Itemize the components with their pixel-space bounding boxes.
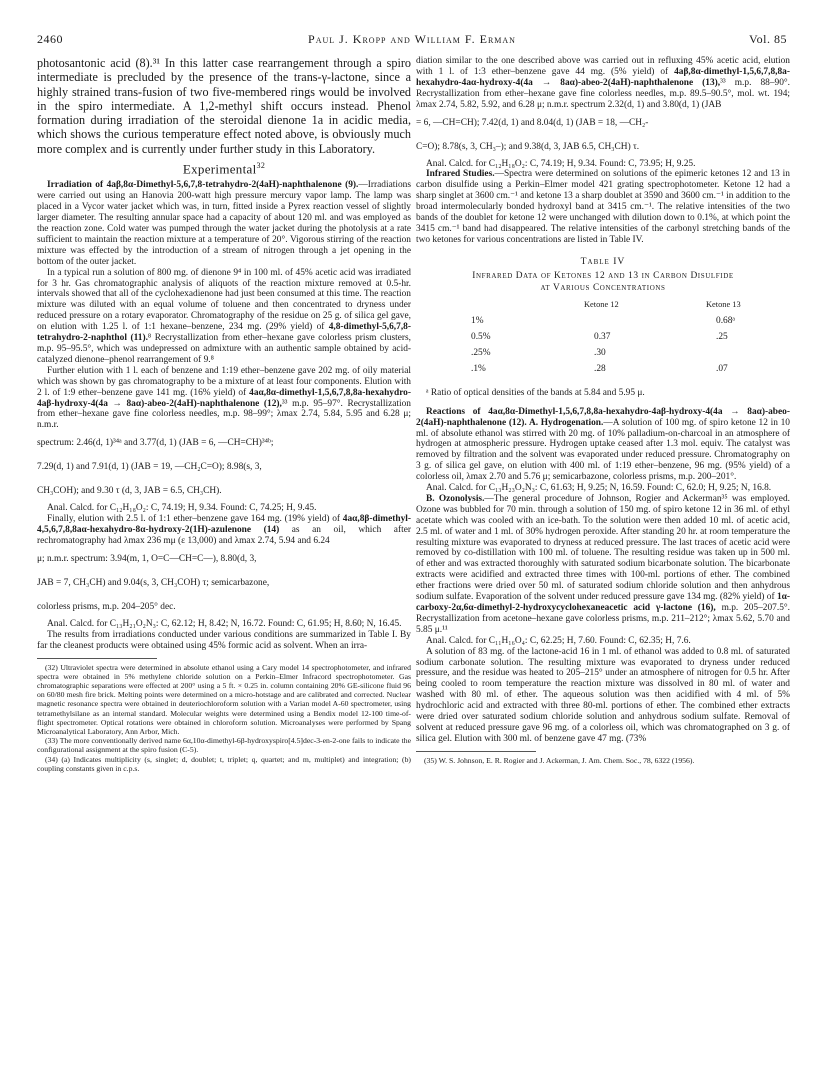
compound-12-name: 4aα,8α-dimethyl-1,5,6,7,8,8a-hexahydro-4aβ-hydroxy-4(4a → 8aα)-abeo-2(4aH)-naphthalenone (12), (37, 387, 411, 409)
reflux-paragraph (416, 56, 790, 111)
ozonolysis-text-a: —The general procedure of Johnson, Rogier and Ackerman³⁵ was employed. Ozone was bubbled for 70 min. through a solution of 150 mg. of spiro ketone 12 in 36 ml. of ethyl acetate which was cooled with an ice-bath. To the solution were then added 10 ml. of acetic acid, 2.5 ml. of water and 1 ml. of 30% hydrogen peroxide. After standing 20 hr. at room temperature the resulting mixture was evaporated to dryness at reduced pressure. The last traces of acetic acid were removed by co-distillation with 100 ml. of toluene. The resulting residue was taken up in 500 ml. of ether and was extracted thoroughly with saturated sodium bicarbonate solution. The bicarbonate extracts were acidified and extracted three times with 100-ml. portions of ether. The combined ether fractions were dried over 50 ml. of saturated sodium chloride solution and then anhydrous sodium sulfate. Evaporation of the solvent under reduced pressure gave 134 mg. (82% yield) of (416, 493, 790, 603)
lactone-paragraph: A solution of 83 mg. of the lactone-acid 16 in 1 ml. of ethanol was added to 0.8 ml. of saturated sodium carbonate solution. The resulting mixture was evaporated to dryness under reduced pressure, and the residue was heated to 205–215° under an atmosphere of nitrogen for 0.5 hr. After being cooled to room temperature the reaction mixture was dissolved in 80 ml. of water and washed with 80 ml. of ether. The aqueous solution was then acidified with 4 ml. of 5% hydrochloric acid and extracted with three 80-ml. portions of ether. The combined ether extracts were dried over saturated sodium chloride solution and anhydrous sodium sulfate. Removal of solvent at reduced pressure gave 96 mg. of a colorless oil, which was chromatographed on 3 g. of silica gel. Elution with 300 ml. of benzene gave 47 mg. (73% (416, 646, 790, 744)
table-row (416, 332, 790, 344)
reflux-text-b: ³³ m.p. 88–90°. Recrystallization from ether–hexane gave fine colorless needles, m.p. 89.5–90.5°, mol. wt. 194; λmax 2.74, 5.82, 5.92, and 6.28 μ; n.m.r. spectrum 2.32(d, 1) and 3.80(d, 1) (JAB (416, 77, 790, 110)
ozonolysis-heading: B. Ozonolysis. (426, 493, 485, 504)
intro-paragraph: photosantonic acid (8).³¹ In this latter case rearrangement through a spiro intermediate is precluded by the presence of the trans-γ-lactone, since a highly strained trans-fusion of two five-membered rings would be involved in the spiro intermediate. A 1,2-methyl shift occurs instead. Phenol formation during irradiation of the steroidal dienone 1a in acidic media, which shows the curious temperature effect noted above, is obviously much more complex and is currently under further study in this Laboratory. (37, 56, 411, 156)
table-cell: .07 (716, 363, 728, 374)
table-cell: .28 (594, 363, 606, 374)
ozonolysis-text-b: m.p. 205–207.5°. Recrystallization from acetone–hexane gave colorless prisms, m.p. 211–212°; λmax 5.62, 5.70 and 5.85 μ.¹¹ (416, 603, 790, 635)
table-cell: .30 (594, 347, 606, 358)
table-row (416, 364, 790, 376)
table-cell: 0.68ᵃ (716, 315, 735, 326)
table-footnote: ᵃ Ratio of optical densities of the bands at 5.84 and 5.95 μ. (426, 387, 645, 398)
results-paragraph: The results from irradiations conducted under various conditions are summarized in Table I. By far the cleanest products were obtained using 45% formic acid as solvent. When an irra- (37, 629, 411, 651)
compound-11-name: 4,8-dimethyl-5,6,7,8-tetrahydro-2-naphthol (11). (37, 322, 411, 344)
right-column (416, 56, 790, 1056)
nmr-line-r2: C=O); 8.78(s, 3, CH₃–); and 9.38(d, 3, JAB 6.5, CH₃CH) τ. (416, 141, 640, 152)
azulenone-text-a: Finally, elution with 2.5 l. of 1:1 ether–benzene gave 164 mg. (19% yield) of (47, 514, 343, 525)
reflux-text-a: diation similar to the one described above was carried out in refluxing 45% acetic acid, elution with 1 l. of 1:3 ether–benzene gave 44 mg. (5% yield) of (416, 56, 790, 77)
nmr-line-5: JAB = 7, CH₃CH) and 9.04(s, 3, CH₃COH) τ; semicarbazone, (37, 577, 270, 588)
left-column (37, 56, 411, 1056)
analysis-semicarbazone: Anal. Calcd. for C₁₃H₂₃O₂N₃: C, 61.63; H, 9.25; N, 16.59. Found: C, 62.0; H, 9.25; N, 16.8. (426, 483, 772, 494)
reactions-heading: Reactions of 4aα,8α-Dimethyl-1,5,6,7,8,8a-hexahydro-4aβ-hydroxy-4(4a → 8aα)-abeo-2(4aH)-naphthalenone (12). A. Hydrogenation. (416, 406, 790, 428)
table-caption-line-2: at Various Concentrations (540, 282, 666, 293)
nmr-line-6: colorless prisms, m.p. 204–205° dec. (37, 601, 176, 612)
analysis-13: Anal. Calcd. for C₁₂H₁₈O₂: C, 74.19; H, 9.34. Found: C, 73.95; H, 9.25. (426, 158, 696, 169)
table-cell: 0.37 (594, 331, 611, 342)
volume-label: Vol. 85 (749, 32, 787, 46)
table-cell: .25 (716, 331, 728, 342)
table-col-header-ketone-12: Ketone 12 (584, 299, 619, 309)
footnote-33: (33) The more conventionally derived name 6α,10α-dimethyl-6β-hydroxyspiro[4.5]dec-3-en-2-one fails to indicate the configurational assignment at the spiro fusion (C-5). (37, 736, 411, 755)
elution-text-b: ³³ m.p. 95–97°. Recrystallization from ether–hexane gave fine colorless needles, m.p. 98–99°; λmax 2.74, 5.84, 5.95 and 6.28 μ; n.m.r. (37, 398, 411, 431)
footnote-rule-right (416, 751, 536, 752)
analysis-14: Anal. Calcd. for C₁₃H₂₁O₂N₃: C, 62.12; H, 8.42; N, 16.72. Found: C, 61.95; H, 8.60; N, 16.45. (47, 618, 402, 629)
infrared-paragraph (416, 169, 790, 245)
typical-run-text-b: ⁸ Recrystallization from ether–hexane gave colorless prism clusters, m.p. 95–95.5°, which was undepressed on admixture with an authentic sample obtained by acid-catalyzed dienone–phenol rearrangement of 9.⁸ (37, 333, 411, 365)
hydrogenation-text: —A solution of 100 mg. of spiro ketone 12 in 10 ml. of absolute ethanol was stirred with 20 mg. of 10% palladium-on-charcoal in an atmosphere of hydrogen at atmospheric pressure. Hydrogen uptake ceased after 1.3 mol. equiv. The catalyst was removed by filtration and the solvent was evaporated under reduced pressure. Chromatography on 3 g. of silica gel gave, on elution with 400 ml. of 1:19 ether–benzene, 96 mg. (95% yield) of a colorless oil, λmax 2.70 and 5.76 μ; semicarbazone, colorless prisms, m.p. 200–201°. (416, 417, 790, 483)
table-row (416, 348, 790, 360)
irradiation-paragraph (37, 180, 411, 267)
table-cell: .1% (471, 363, 486, 374)
elution-paragraph (37, 366, 411, 431)
table-title: Table IV (580, 255, 626, 267)
table-col-header-ketone-13: Ketone 13 (706, 299, 741, 309)
footnote-32: (32) Ultraviolet spectra were determined in absolute ethanol using a Cary model 14 spectrophotometer, and infrared spectra were obtained in 5% methylene chloride solution on a Perkin–Elmer Infracord spectrophotometer. Gas chromatographic separations were effected at 200° using a 5 ft. × 0.25 in. column containing 20% GE-silicone fluid 96 on 60/80 mesh fire brick. Melting points were determined on a micro-hotstage and are calibrated and corrected. Nuclear magnetic resonance spectra were obtained in deuteriochloroform solution with a Varian model A-60 spectrometer, using tetramethylsilane as an internal standard. Molecular weights were determined using a Bendix model 12-100 time-of-flight spectrometer. Optical rotations were obtained in chloroform solution. Microanalyses were performed by Spang Microanalytical Laboratory, Ann Arbor, Mich. (37, 662, 411, 737)
section-title: Experimental (182, 161, 257, 177)
irradiation-text: —Irradiations were carried out using an Hanovia 200-watt high pressure mercury vapor lamp. The lamp was placed in a Vycor water jacket which was, in turn, fitted inside a Pyrex reaction vessel of slightly larger diameter. The resulting annular space had a capacity of about 120 ml. and was employed as the reaction zone. Cold water was pumped through the water jacket during the photolysis at a rate sufficient to maintain the reaction mixture at a temperature of 20°. Vigorous stirring of the reaction mixture was effected by the introduction of a stream of nitrogen through a jet opening in the bottom of the outer jacket. (37, 180, 411, 267)
nmr-line-3: CH₃COH); and 9.30 τ (d, 3, JAB = 6.5, CH₃CH). (37, 486, 222, 497)
running-head: Paul J. Kropp and William F. Erman (308, 32, 516, 46)
nmr-line-4: μ; n.m.r. spectrum: 3.94(m, 1, O=C—CH=C—), 8.80(d, 3, (37, 553, 257, 564)
compound-14-name: 4aα,8β-dimethyl-4,5,6,7,8,8aα-hexahydro-8α-hydroxy-2(1H)-azulenone (14) (37, 514, 411, 536)
elution-text-a: Further elution with 1 l. each of benzene and 1:19 ether–benzene gave 202 mg. of oily material which was shown by gas chromatography to be a mixture of at least four components. Elution with 2 l. of 1:9 ether–benzene gave 141 mg. (16% yield) of (37, 365, 411, 398)
page-number: 2460 (37, 32, 63, 46)
section-heading (37, 161, 411, 177)
analysis-12: Anal. Calcd. for C₁₂H₁₈O₂: C, 74.19; H, 9.34. Found: C, 74.25; H, 9.45. (47, 503, 317, 514)
data-table (416, 300, 790, 386)
table-caption (416, 270, 790, 294)
page-header (37, 32, 787, 50)
table-cell: .25% (471, 347, 491, 358)
table-caption-line-1: Infrared Data of Ketones 12 and 13 in Carbon Disulfide (472, 270, 734, 281)
nmr-line-1: spectrum: 2.46(d, 1)³⁴ᵃ and 3.77(d, 1) (JAB = 6, —CH=CH)³⁴ᵇ; (37, 438, 274, 449)
infrared-text: —Spectra were determined on solutions of the epimeric ketones 12 and 13 in carbon disulfide using a Perkin–Elmer model 421 grating spectrophotometer. Ketone 12 had a sharp singlet at 3600 cm.⁻¹ and ketone 13 a sharp doublet at 3590 and 3600 cm.⁻¹ in addition to the broad intermolecularly bonded hydroxyl band at 3415 cm.⁻¹. The relative intensities of the two bands of the doublet for ketone 12 were unchanged with dilution down to 0.1%, at which point the 3415 cm.⁻¹ band had disappeared. The relative intensities of the carbonyl stretching bands of the two ketones for various concentrations are listed in Table IV. (416, 169, 790, 245)
nmr-line-2: 7.29(d, 1) and 7.91(d, 1) (JAB = 19, —CH₂C=O); 8.98(s, 3, (37, 462, 262, 473)
analysis-16: Anal. Calcd. for C₁₁H₁₆O₄: C, 62.25; H, 7.60. Found: C, 62.35; H, 7.6. (426, 635, 691, 646)
compound-16-name: 1α-carboxy-2α,6α-dimethyl-2-hydroxycyclohexaneacetic acid γ-lactone (16), (416, 592, 790, 613)
table-row (416, 316, 790, 328)
typical-run-text-a: In a typical run a solution of 800 mg. of dienone 9⁴ in 100 ml. of 45% acetic acid was irradiated for 3 hr. Gas chromatographic analysis of aliquots of the reaction mixture removed at 0.5-hr. intervals showed that all of the cyclohexadienone had just been consumed at this time. The reaction mixture was diluted with an equal volume of toluene and then concentrated to dryness under reduced pressure on a rotary evaporator. Chromatography of the residue on 25 g. of silica gel gave, on elution with 1.25 l. of 1:1 hexane–benzene, 234 mg. (29% yield) of (37, 267, 411, 333)
infrared-heading: Infrared Studies. (426, 169, 495, 180)
section-footnote-ref: 32 (256, 161, 266, 171)
ozonolysis-paragraph (416, 494, 790, 636)
footnote-34: (34) (a) Indicates multiplicity (s, singlet; d, doublet; t, triplet; q, quartet; and m, multiplet) and integration; (b) coupling constants given in c.p.s. (37, 754, 411, 773)
footnote-35: (35) W. S. Johnson, E. R. Rogier and J. Ackerman, J. Am. Chem. Soc., 78, 6322 (1956). (424, 755, 695, 765)
table-cell: 1% (471, 315, 484, 326)
azulenone-paragraph (37, 514, 411, 547)
azulenone-text-b: as an oil, which after rechromatography had λmax 236 mμ (ε 13,000) and λmax 2.74, 5.94 and 6.24 (37, 525, 411, 546)
reactions-paragraph (416, 407, 790, 483)
nmr-line-r1: = 6, —CH=CH); 7.42(d, 1) and 8.04(d, 1) (JAB = 18, —CH₂- (416, 117, 649, 128)
table-cell: 0.5% (471, 331, 491, 342)
footnote-rule (37, 658, 157, 659)
compound-13-name: 4aβ,8α-dimethyl-1,5,6,7,8,8a-hexahydro-4aα-hydroxy-4(4a → 8aα)-abeo-2(4aH)-naphthalenone (13), (416, 66, 790, 88)
irradiation-heading: Irradiation of 4aβ,8α-Dimethyl-5,6,7,8-tetrahydro-2(4aH)-naphthalenone (9). (47, 180, 359, 191)
typical-run-paragraph (37, 268, 411, 366)
